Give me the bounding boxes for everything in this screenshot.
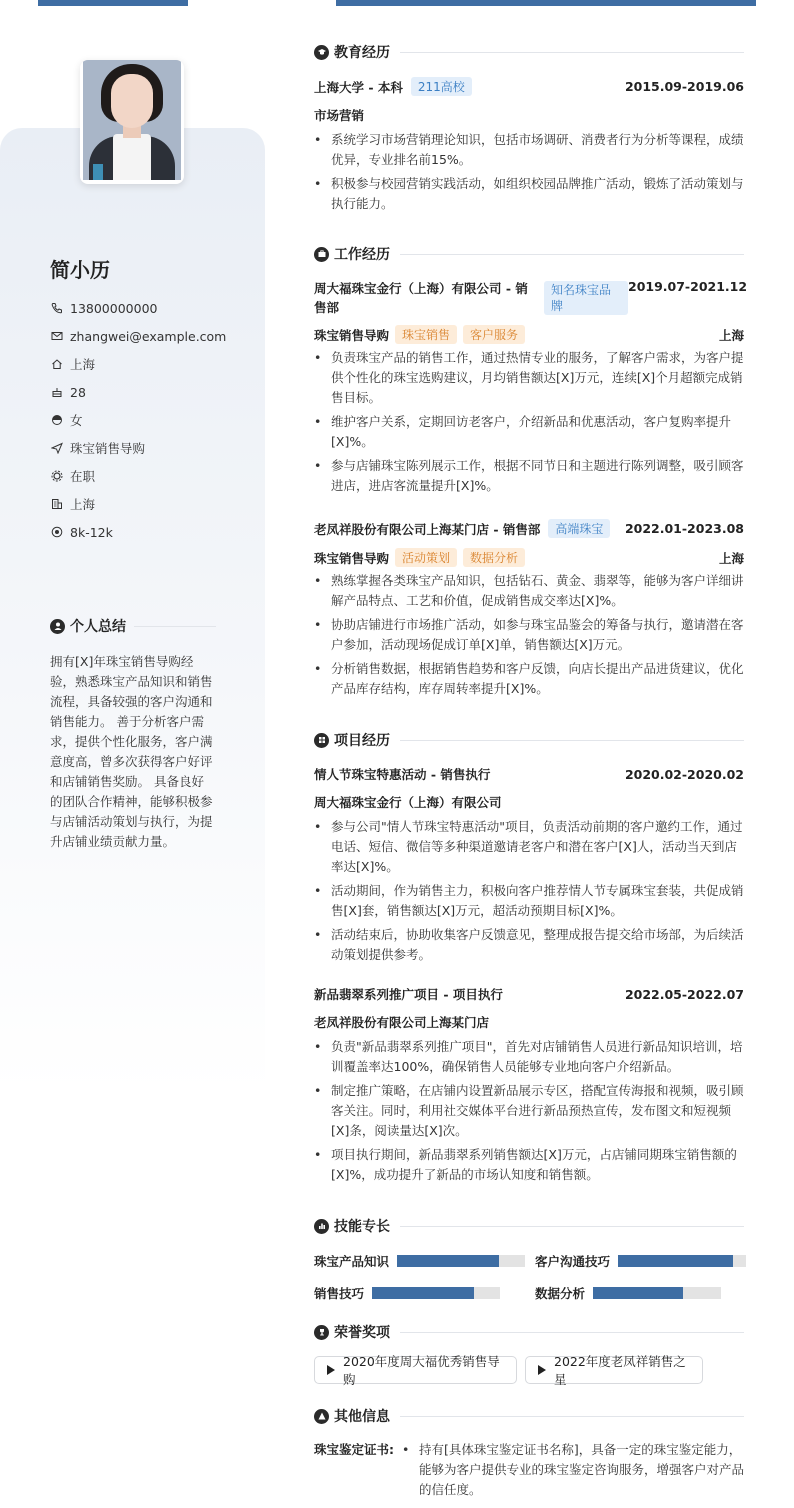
project-name: 情人节珠宝特惠活动 - 销售执行 [314, 767, 491, 782]
skill-item [535, 1252, 746, 1270]
skill-bar [593, 1287, 721, 1299]
info-email [50, 322, 226, 350]
award-item [525, 1354, 703, 1387]
skills-heading [314, 1216, 744, 1236]
skill-tag: 活动策划 [395, 548, 457, 567]
status-text: 在职 [70, 469, 96, 484]
info-status [50, 462, 226, 490]
skill-item [535, 1284, 721, 1302]
info-age [50, 378, 226, 406]
job-entry [314, 519, 744, 699]
top-accent-bar-right [336, 0, 756, 6]
education-date: 2015.09-2019.06 [624, 79, 744, 94]
info-target-job [50, 434, 226, 462]
info-salary [50, 518, 226, 546]
awards-title: 荣誉奖项 [334, 1325, 390, 1341]
target-job-text: 珠宝销售导购 [70, 441, 146, 456]
phone-text: 13800000000 [70, 300, 158, 316]
job-date: 2019.07-2021.12 [628, 279, 748, 294]
send-icon [50, 441, 64, 455]
play-icon [327, 1365, 335, 1375]
skill-bar [397, 1255, 525, 1267]
skill-bar-fill [372, 1287, 474, 1299]
status-icon [50, 469, 64, 483]
certificate-text: • 持有[具体珠宝鉴定证书名称]，具备一定的珠宝鉴定能力，能够为客户提供专业的珠宝鉴定咨询服务，增强客户对产品的信任度。 [402, 1440, 744, 1500]
skill-item [314, 1252, 525, 1270]
company-name: 老凤祥股份有限公司上海某门店 - 销售部 [314, 521, 541, 537]
skill-bar [372, 1287, 500, 1299]
education-heading [314, 42, 744, 62]
graduation-cap-icon [314, 45, 329, 60]
email-text: zhangwei@example.com [70, 328, 227, 344]
skill-bar-fill [618, 1255, 733, 1267]
skill-bar [618, 1255, 746, 1267]
skill-tag: 客户服务 [463, 325, 525, 344]
award-text: 2022年度老凤祥销售之星 [554, 1354, 686, 1387]
avatar [80, 60, 184, 184]
skill-name: 客户沟通技巧 [535, 1254, 611, 1269]
job-city: 上海 [718, 327, 744, 343]
bar-chart-icon [314, 1219, 329, 1234]
skill-item [314, 1284, 500, 1302]
job-bullet: • 维护客户关系，定期回访老客户，介绍新品和优惠活动，客户复购率提升[X]%。 [314, 412, 744, 452]
award-text: 2020年度周大福优秀销售导购 [343, 1354, 500, 1387]
info-gender [50, 406, 226, 434]
other-heading [314, 1406, 744, 1426]
project-bullet: • 负责"新品翡翠系列推广项目"，首先对店铺销售人员进行新品知识培训，培训覆盖率达100%，确保销售人员能够专业地向客户介绍新品。 [314, 1037, 744, 1077]
job-date: 2022.01-2023.08 [624, 521, 744, 536]
top-accent-bar-left [38, 0, 188, 6]
skill-tag: 珠宝销售 [395, 325, 457, 344]
projects-title: 项目经历 [334, 733, 390, 749]
projects-heading [314, 730, 744, 750]
gender-text: 女 [70, 413, 83, 428]
job-bullet: • 参与店铺珠宝陈列展示工作，根据不同节日和主题进行陈列调整，吸引顾客进店，进店客流量提升[X]%。 [314, 456, 744, 496]
awards-heading [314, 1322, 744, 1342]
briefcase-icon [314, 247, 329, 262]
job-bullet: • 负责珠宝产品的销售工作，通过热情专业的服务，了解客户需求，为客户提供个性化的珠宝选购建议，月均销售额达[X]万元，连续[X]个月超额完成销售目标。 [314, 348, 744, 408]
work-heading [314, 244, 744, 264]
skill-name: 数据分析 [535, 1286, 586, 1301]
project-bullet: • 项目执行期间，新品翡翠系列销售额达[X]万元，占店铺同期珠宝销售额的[X]%，成功提升了新品的市场认知度和销售额。 [314, 1145, 744, 1185]
education-bullet: • 积极参与校园营销实践活动，如组织校园品牌推广活动，锻炼了活动策划与执行能力。 [314, 174, 744, 214]
play-icon [538, 1365, 546, 1375]
building-icon [50, 497, 64, 511]
other-entry [314, 1440, 744, 1500]
mail-icon [50, 329, 64, 343]
company-tag: 高端珠宝 [548, 519, 610, 538]
job-entry [314, 279, 748, 496]
info-icon [314, 1409, 329, 1424]
contact-info [50, 294, 226, 546]
trophy-icon [314, 1325, 329, 1340]
salary-text: 8k-12k [70, 524, 113, 540]
school-name: 上海大学 - 本科 [314, 79, 403, 95]
info-location [50, 350, 226, 378]
certificate-label: 珠宝鉴定证书: [314, 1442, 394, 1457]
other-title: 其他信息 [334, 1409, 390, 1425]
project-bullet: • 制定推广策略，在店铺内设置新品展示专区，搭配宣传海报和视频，吸引顾客关注。同时，利用社交媒体平台进行新品预热宣传，发布图文和短视频[X]条，阅读量达[X]次。 [314, 1081, 744, 1141]
skill-bar-fill [397, 1255, 499, 1267]
project-bullet: • 参与公司"情人节珠宝特惠活动"项目，负责活动前期的客户邀约工作，通过电话、短信、微信等多种渠道邀请老客户和潜在客户[X]人，活动当天到店率达[X]%。 [314, 817, 744, 877]
age-text: 28 [70, 384, 86, 400]
job-role: 珠宝销售导购 [314, 327, 390, 343]
skill-name: 销售技巧 [314, 1286, 365, 1301]
skills-title: 技能专长 [334, 1219, 390, 1235]
project-name: 新品翡翠系列推广项目 - 项目执行 [314, 987, 503, 1002]
home-icon [50, 357, 64, 371]
summary-text: 拥有[X]年珠宝销售导购经验，熟悉珠宝产品知识和销售流程，具备较强的客户沟通和销售能力。 善于分析客户需求，提供个性化服务，客户满意度高，曾多次获得客户好评和店铺销售奖励。 具备良好的团队合作精神，能够积极参与店铺活动策划与执行，为提升店铺业绩贡献力量。 [50, 654, 213, 849]
gender-icon [50, 413, 64, 427]
project-org: 周大福珠宝金行（上海）有限公司 [314, 795, 502, 810]
info-target-city [50, 490, 226, 518]
job-bullet: • 协助店铺进行市场推广活动，如参与珠宝品鉴会的筹备与执行，邀请潜在客户参加，活动现场促成订单[X]单，销售额达[X]万元。 [314, 615, 744, 655]
user-icon [50, 619, 65, 634]
location-text: 上海 [70, 357, 96, 372]
job-city: 上海 [718, 550, 744, 566]
skill-tag: 数据分析 [463, 548, 525, 567]
project-date: 2022.05-2022.07 [624, 986, 744, 1002]
job-bullet: • 熟练掌握各类珠宝产品知识，包括钻石、黄金、翡翠等，能够为客户详细讲解产品特点、工艺和价值，促成销售成交率达[X]%。 [314, 571, 744, 611]
education-entry [314, 77, 744, 214]
job-bullet: • 分析销售数据，根据销售趋势和客户反馈，向店长提出产品进货建议，优化产品库存结构，库存周转率提升[X]%。 [314, 659, 744, 699]
summary-title: 个人总结 [70, 619, 126, 635]
skill-bar-fill [593, 1287, 683, 1299]
cake-icon [50, 385, 64, 399]
work-title: 工作经历 [334, 247, 390, 263]
info-phone [50, 294, 226, 322]
target-city-text: 上海 [70, 497, 96, 512]
education-bullet: • 系统学习市场营销理论知识，包括市场调研、消费者行为分析等课程，成绩优异，专业排名前15%。 [314, 130, 744, 170]
major: 市场营销 [314, 108, 365, 123]
award-item [314, 1354, 517, 1387]
school-tag: 211高校 [411, 77, 472, 96]
education-title: 教育经历 [334, 45, 390, 61]
target-icon [50, 525, 64, 539]
skill-name: 珠宝产品知识 [314, 1254, 390, 1269]
profile-name: 简小历 [50, 258, 110, 282]
company-name: 周大福珠宝金行（上海）有限公司 - 销售部 [314, 281, 528, 315]
project-entry [314, 985, 744, 1185]
company-tag: 知名珠宝品牌 [544, 281, 628, 315]
project-date: 2020.02-2020.02 [624, 766, 744, 782]
grid-icon [314, 733, 329, 748]
summary-heading [50, 616, 216, 636]
job-role: 珠宝销售导购 [314, 550, 390, 566]
phone-icon [50, 301, 64, 315]
project-org: 老凤祥股份有限公司上海某门店 [314, 1015, 490, 1030]
project-entry [314, 765, 744, 965]
project-bullet: • 活动结束后，协助收集客户反馈意见，整理成报告提交给市场部，为后续活动策划提供参考。 [314, 925, 744, 965]
project-bullet: • 活动期间，作为销售主力，积极向客户推荐情人节专属珠宝套装，共促成销售[X]套，销售额达[X]万元，超活动预期目标[X]%。 [314, 881, 744, 921]
